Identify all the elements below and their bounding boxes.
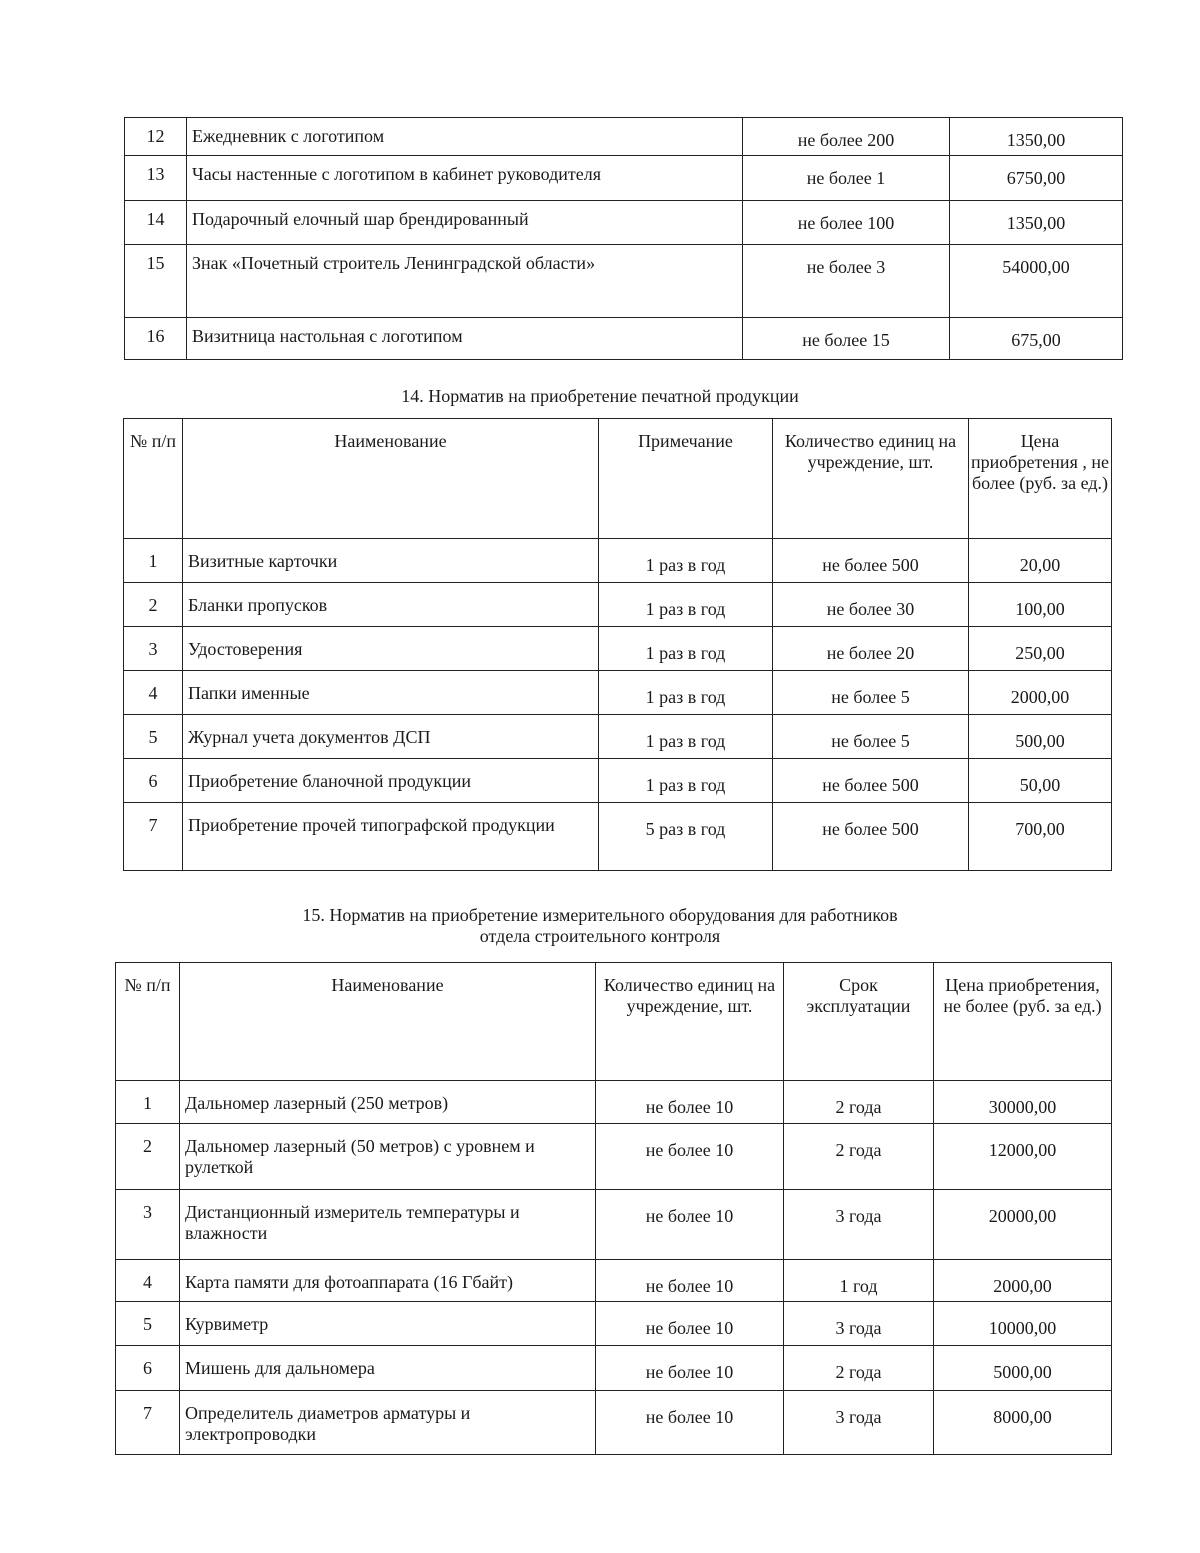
item-note: 5 раз в год	[599, 803, 773, 871]
table-row	[124, 583, 1112, 627]
row-number: 12	[125, 118, 187, 156]
item-note: 1 раз в год	[599, 583, 773, 627]
item-price: 20000,00	[934, 1190, 1112, 1260]
item-name: Удостоверения	[183, 627, 599, 671]
item-price: 10000,00	[934, 1302, 1112, 1346]
row-number: 4	[116, 1260, 180, 1302]
row-number: 6	[116, 1346, 180, 1391]
item-name: Визитница настольная с логотипом	[187, 318, 743, 360]
row-number: 5	[124, 715, 183, 759]
row-number: 6	[124, 759, 183, 803]
item-name: Дальномер лазерный (250 метров)	[180, 1081, 596, 1124]
row-number: 5	[116, 1302, 180, 1346]
item-name: Карта памяти для фотоаппарата (16 Гбайт)	[180, 1260, 596, 1302]
header-quantity: Количество единиц на учреждение, шт.	[596, 963, 784, 1081]
header-name: Наименование	[180, 963, 596, 1081]
header-name: Наименование	[183, 419, 599, 539]
measuring-equipment-table	[115, 962, 1112, 1455]
item-quantity: не более 30	[773, 583, 969, 627]
item-quantity: не более 10	[596, 1190, 784, 1260]
table-row	[125, 318, 1123, 360]
item-name: Папки именные	[183, 671, 599, 715]
item-quantity: не более 500	[773, 803, 969, 871]
header-term: Срок эксплуатации	[784, 963, 934, 1081]
row-number: 2	[116, 1124, 180, 1190]
item-price: 700,00	[969, 803, 1112, 871]
item-quantity: не более 100	[743, 201, 950, 245]
item-quantity: не более 10	[596, 1081, 784, 1124]
item-price: 500,00	[969, 715, 1112, 759]
item-quantity: не более 500	[773, 759, 969, 803]
item-name: Приобретение бланочной продукции	[183, 759, 599, 803]
item-quantity: не более 10	[596, 1391, 784, 1455]
section-15-title	[0, 905, 1200, 947]
item-term: 3 года	[784, 1391, 934, 1455]
item-price: 12000,00	[934, 1124, 1112, 1190]
item-quantity: не более 500	[773, 539, 969, 583]
item-quantity: не более 10	[596, 1302, 784, 1346]
print-products-table	[123, 418, 1112, 871]
item-price: 20,00	[969, 539, 1112, 583]
item-name: Ежедневник с логотипом	[187, 118, 743, 156]
item-quantity: не более 200	[743, 118, 950, 156]
item-price: 1350,00	[950, 118, 1123, 156]
item-quantity: не более 3	[743, 245, 950, 318]
table-row	[125, 118, 1123, 156]
item-quantity: не более 1	[743, 156, 950, 201]
table-row	[125, 245, 1123, 318]
item-name: Курвиметр	[180, 1302, 596, 1346]
item-price: 2000,00	[969, 671, 1112, 715]
section-15-title-line1: 15. Норматив на приобретение измерительного оборудования для работников	[302, 905, 898, 925]
item-note: 1 раз в год	[599, 627, 773, 671]
item-price: 54000,00	[950, 245, 1123, 318]
item-note: 1 раз в год	[599, 759, 773, 803]
item-price: 1350,00	[950, 201, 1123, 245]
row-number: 7	[124, 803, 183, 871]
item-term: 2 года	[784, 1081, 934, 1124]
item-price: 50,00	[969, 759, 1112, 803]
table-row	[116, 1302, 1112, 1346]
table-header-row	[116, 963, 1112, 1081]
table-row	[125, 156, 1123, 201]
table-row	[116, 1081, 1112, 1124]
row-number: 1	[124, 539, 183, 583]
header-note: Примечание	[599, 419, 773, 539]
table-row	[125, 201, 1123, 245]
item-price: 675,00	[950, 318, 1123, 360]
item-price: 6750,00	[950, 156, 1123, 201]
table-row	[124, 759, 1112, 803]
item-quantity: не более 15	[743, 318, 950, 360]
item-price: 250,00	[969, 627, 1112, 671]
table-row	[116, 1190, 1112, 1260]
item-quantity: не более 10	[596, 1124, 784, 1190]
table-row	[124, 671, 1112, 715]
row-number: 2	[124, 583, 183, 627]
table-row	[116, 1346, 1112, 1391]
table-row	[116, 1260, 1112, 1302]
header-price: Цена приобретения, не более (руб. за ед.)	[934, 963, 1112, 1081]
table-row	[124, 715, 1112, 759]
item-note: 1 раз в год	[599, 539, 773, 583]
item-price: 30000,00	[934, 1081, 1112, 1124]
row-number: 1	[116, 1081, 180, 1124]
item-term: 1 год	[784, 1260, 934, 1302]
row-number: 4	[124, 671, 183, 715]
item-quantity: не более 5	[773, 715, 969, 759]
table-row	[124, 539, 1112, 583]
row-number: 16	[125, 318, 187, 360]
item-name: Подарочный елочный шар брендированный	[187, 201, 743, 245]
row-number: 14	[125, 201, 187, 245]
row-number: 3	[116, 1190, 180, 1260]
item-quantity: не более 20	[773, 627, 969, 671]
souvenir-table	[124, 117, 1123, 360]
row-number: 15	[125, 245, 187, 318]
item-name: Часы настенные с логотипом в кабинет руководителя	[187, 156, 743, 201]
item-name: Бланки пропусков	[183, 583, 599, 627]
row-number: 3	[124, 627, 183, 671]
item-quantity: не более 10	[596, 1260, 784, 1302]
section-15-title-line2: отдела строительного контроля	[479, 926, 721, 946]
header-number: № п/п	[116, 963, 180, 1081]
item-term: 3 года	[784, 1190, 934, 1260]
table-row	[124, 803, 1112, 871]
item-name: Дистанционный измеритель температуры и влажности	[180, 1190, 596, 1260]
item-name: Приобретение прочей типографской продукции	[183, 803, 599, 871]
table-row	[116, 1124, 1112, 1190]
item-name: Журнал учета документов ДСП	[183, 715, 599, 759]
item-name: Определитель диаметров арматуры и электропроводки	[180, 1391, 596, 1455]
item-price: 8000,00	[934, 1391, 1112, 1455]
item-name: Знак «Почетный строитель Ленинградской области»	[187, 245, 743, 318]
item-price: 5000,00	[934, 1346, 1112, 1391]
header-quantity: Количество единиц на учреждение, шт.	[773, 419, 969, 539]
item-price: 2000,00	[934, 1260, 1112, 1302]
row-number: 7	[116, 1391, 180, 1455]
item-name: Мишень для дальномера	[180, 1346, 596, 1391]
item-name: Визитные карточки	[183, 539, 599, 583]
item-note: 1 раз в год	[599, 715, 773, 759]
item-price: 100,00	[969, 583, 1112, 627]
row-number: 13	[125, 156, 187, 201]
item-term: 2 года	[784, 1124, 934, 1190]
table-header-row	[124, 419, 1112, 539]
item-quantity: не более 10	[596, 1346, 784, 1391]
item-note: 1 раз в год	[599, 671, 773, 715]
header-price: Цена приобретения , не более (руб. за ед.)	[969, 419, 1112, 539]
table-row	[116, 1391, 1112, 1455]
item-term: 2 года	[784, 1346, 934, 1391]
item-quantity: не более 5	[773, 671, 969, 715]
table-row	[124, 627, 1112, 671]
item-term: 3 года	[784, 1302, 934, 1346]
item-name: Дальномер лазерный (50 метров) с уровнем и рулеткой	[180, 1124, 596, 1190]
section-14-title: 14. Норматив на приобретение печатной продукции	[401, 386, 799, 406]
header-number: № п/п	[124, 419, 183, 539]
